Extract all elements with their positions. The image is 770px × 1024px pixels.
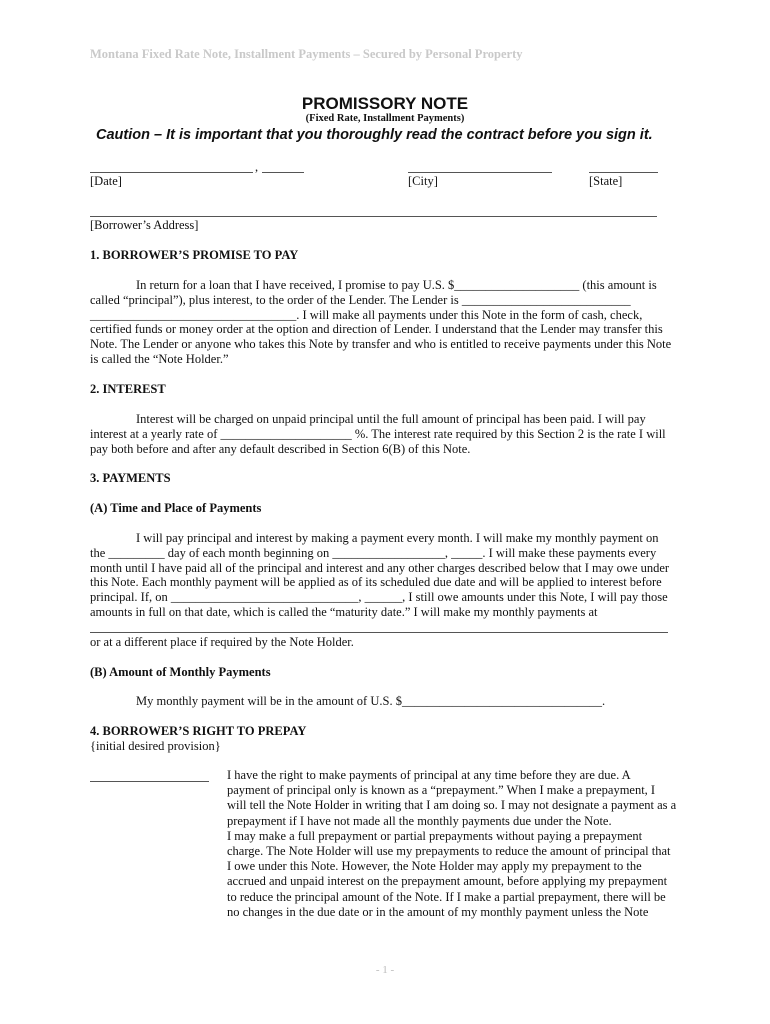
paragraph-line: I may make a full prepayment or partial prepayments without paying a prepayment <box>227 828 643 843</box>
paragraph-line: In return for a loan that I have received, I promise to pay U.S. $____________________ (this amount is <box>136 278 657 292</box>
paragraph-line: payment of principal only is known as a “prepayment.” When I make a prepayment, I <box>227 783 656 798</box>
paragraph-line: I will pay principal and interest by making a payment every month. I will make my monthly payment on <box>136 531 659 545</box>
initial-blank-line[interactable] <box>90 781 209 782</box>
paragraph-line: Note. The Lender or anyone who takes this Note by transfer and who is entitled to receive payments under this Note <box>90 337 672 352</box>
paragraph-line: is called the “Note Holder.” <box>90 351 229 366</box>
paragraph-line: prepayment if I have not made all the monthly payments due under the Note. <box>227 813 612 828</box>
document-header: Montana Fixed Rate Note, Installment Payments – Secured by Personal Property <box>90 47 523 61</box>
state-blank-line[interactable] <box>589 172 658 173</box>
page-number: - 1 - <box>375 964 395 976</box>
paragraph-line: charge. The Note Holder will use my prepayments to reduce the amount of principal that <box>227 844 671 859</box>
section-3a-heading: (A) Time and Place of Payments <box>90 501 262 515</box>
section-2-heading: 2. INTEREST <box>90 382 166 396</box>
paragraph-line: no changes in the due date or in the amount of my monthly payment unless the Note <box>227 904 649 919</box>
state-label: [State] <box>589 174 623 188</box>
paragraph-line: to reduce the principal amount of the Note. If I make a partial prepayment, there will be <box>227 889 666 904</box>
caution-notice: Caution – It is important that you thoroughly read the contract before you sign it. <box>96 127 653 143</box>
section-1-heading: 1. BORROWER’S PROMISE TO PAY <box>90 248 299 262</box>
provision-note: {initial desired provision} <box>90 739 221 753</box>
section-4-heading: 4. BORROWER’S RIGHT TO PREPAY <box>90 724 307 738</box>
payment-place-blank-line[interactable] <box>90 632 668 633</box>
paragraph-line: accrued and unpaid interest on the prepayment amount, before applying my prepayment <box>227 874 668 889</box>
section-3b-heading: (B) Amount of Monthly Payments <box>90 665 271 679</box>
section-3-heading: 3. PAYMENTS <box>90 471 171 485</box>
document-subtitle: (Fixed Rate, Installment Payments) <box>305 113 465 124</box>
paragraph-line: the _________ day of each month beginning on __________________, _____. I will make these payments every <box>90 545 657 560</box>
monthly-payment-text: My monthly payment will be in the amount of U.S. $________________________________. <box>136 694 606 708</box>
paragraph-line: pay both before and after any default described in Section 6(B) of this Note. <box>90 441 471 456</box>
address-blank-line[interactable] <box>90 216 657 217</box>
section-4-paragraph <box>227 768 682 920</box>
section-1-paragraph <box>90 278 680 367</box>
paragraph-line: I have the right to make payments of principal at any time before they are due. A <box>227 768 631 782</box>
document-title: PROMISSORY NOTE <box>301 94 469 113</box>
date-label: [Date] <box>90 174 122 188</box>
paragraph-line: principal. If, on ______________________________, ______, I still owe amounts under this Note, I will pay those <box>90 590 668 605</box>
date-comma: , <box>255 160 259 174</box>
paragraph-line: amounts in full on that date, which is called the “maturity date.” I will make my monthly payments at <box>90 604 598 619</box>
paragraph-line: interest at a yearly rate of _____________________ %. The interest rate required by this Section 2 is the rate I will <box>90 426 666 441</box>
section-2-paragraph <box>90 412 680 456</box>
address-label: [Borrower’s Address] <box>90 218 199 232</box>
year-blank-line[interactable] <box>262 172 304 173</box>
paragraph-line: month until I have paid all of the principal and interest and any other charges described below that I may owe under <box>90 560 670 575</box>
paragraph-line: I owe under this Note. However, the Note Holder may apply my prepayment to the <box>227 859 642 874</box>
payment-place-text: or at a different place if required by the Note Holder. <box>90 635 354 649</box>
paragraph-line: this Note. Each monthly payment will be applied as of its scheduled due date and will be applied to interest before <box>90 575 662 590</box>
date-blank-line[interactable] <box>90 172 253 173</box>
paragraph-line: called “principal”), plus interest, to the order of the Lender. The Lender is ___________________________ <box>90 292 631 307</box>
paragraph-line: certified funds or money order at the option and direction of Lender. I understand that the Lender may transfer this <box>90 322 663 337</box>
paragraph-line: Interest will be charged on unpaid principal until the full amount of principal has been paid. I will pay <box>136 412 646 426</box>
paragraph-line: will tell the Note Holder in writing that I am doing so. I may not designate a payment as a <box>227 798 677 813</box>
city-label: [City] <box>408 174 438 188</box>
section-3a-paragraph <box>90 531 680 620</box>
city-blank-line[interactable] <box>408 172 552 173</box>
paragraph-line: _________________________________. I will make all payments under this Note in the form of cash, check, <box>90 307 643 322</box>
